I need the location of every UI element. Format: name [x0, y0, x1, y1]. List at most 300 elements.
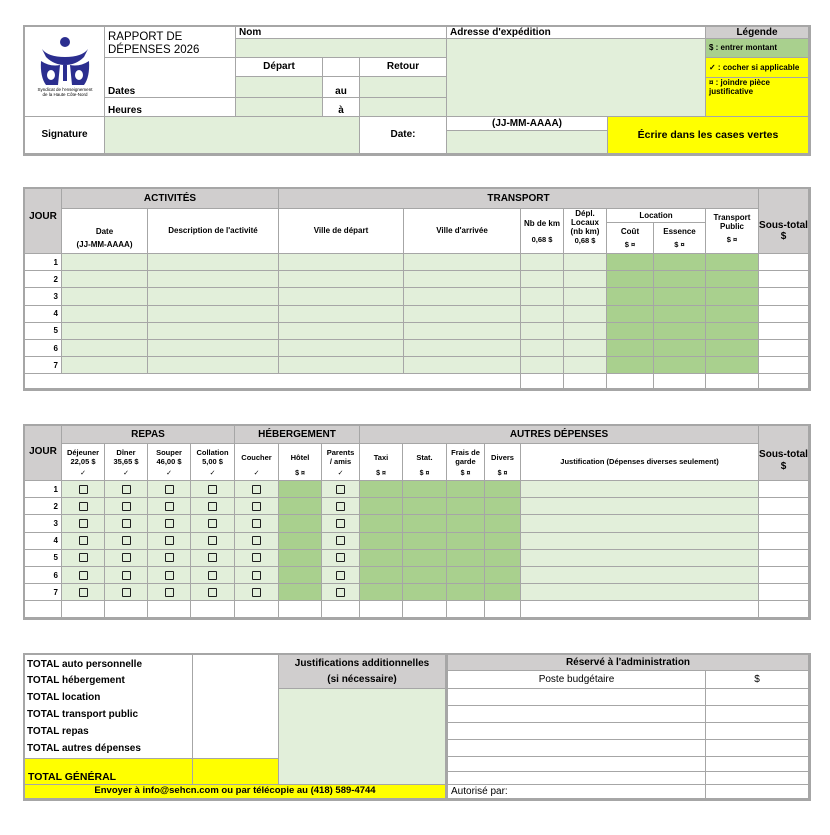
col-cout — [607, 223, 654, 254]
parents-checkbox-cell — [322, 498, 360, 515]
coucher-checkbox-cell — [235, 567, 279, 584]
hotel-input[interactable] — [279, 498, 322, 515]
souper-checkbox-cell — [148, 550, 191, 567]
jour-number: 2 — [25, 271, 62, 288]
expenses-sous-total-value — [759, 550, 809, 567]
hotel-input[interactable] — [279, 533, 322, 550]
diner-checkbox[interactable] — [122, 536, 131, 545]
blank-cell — [521, 601, 759, 618]
col-stat — [403, 444, 447, 481]
frais-garde-input[interactable] — [447, 533, 485, 550]
cout-input[interactable] — [607, 357, 654, 374]
coucher-checkbox-cell — [235, 498, 279, 515]
heures-retour-input[interactable] — [360, 98, 447, 117]
col-justification: Justification (Dépenses diverses seulement) — [521, 444, 759, 481]
coucher-checkbox-cell — [235, 515, 279, 532]
date-input[interactable] — [62, 357, 148, 374]
dejeuner-checkbox[interactable] — [79, 519, 88, 528]
autres-header: AUTRES DÉPENSES — [360, 426, 759, 444]
col-description: Description de l'activité — [148, 209, 279, 254]
blank-mid-header — [323, 58, 360, 77]
hotel-input[interactable] — [279, 481, 322, 498]
col-collation-collation: Collation — [196, 448, 229, 458]
justifications-title-1: Justifications additionnelles — [294, 657, 430, 669]
description-input[interactable] — [148, 271, 279, 288]
essence-input[interactable] — [654, 288, 706, 305]
col-taxi — [360, 444, 403, 481]
frais-garde-input[interactable] — [447, 567, 485, 584]
date-input[interactable] — [62, 254, 148, 271]
jour-number: 1 — [25, 481, 62, 498]
souper-checkbox[interactable] — [165, 588, 174, 597]
blank-cell — [607, 374, 654, 389]
expenses-sous-total-header — [759, 426, 809, 481]
stat-input[interactable] — [403, 550, 447, 567]
collation-checkbox[interactable] — [208, 519, 217, 528]
blank-cell — [105, 601, 148, 618]
col-date-format: (JJ-MM-AAAA) — [76, 239, 133, 249]
justification-input[interactable] — [521, 584, 759, 601]
sous-total-value — [759, 340, 809, 357]
cout-input[interactable] — [607, 288, 654, 305]
ville-depart-input[interactable] — [279, 340, 404, 357]
total-transport-public: TOTAL transport public — [27, 709, 139, 721]
depl-locaux-input[interactable] — [564, 271, 607, 288]
col-dejeuner-dejeuner: Déjeuner — [66, 448, 100, 458]
col-tp-unit: $ ¤ — [726, 235, 738, 245]
transport-header: TRANSPORT — [279, 189, 759, 209]
coucher-checkbox[interactable] — [252, 553, 261, 562]
collation-checkbox-cell — [191, 533, 235, 550]
diner-checkbox[interactable] — [122, 588, 131, 597]
justifications-input[interactable] — [279, 689, 446, 785]
poste-budgetaire-row[interactable] — [448, 740, 706, 757]
diner-checkbox[interactable] — [122, 485, 131, 494]
stat-input[interactable] — [403, 481, 447, 498]
description-input[interactable] — [148, 340, 279, 357]
date-input[interactable] — [62, 271, 148, 288]
divers-input[interactable] — [485, 550, 521, 567]
sous-total-value — [759, 323, 809, 340]
date-input[interactable] — [62, 306, 148, 323]
coucher-checkbox[interactable] — [252, 485, 261, 494]
col-hotel-hotel: Hôtel — [290, 452, 310, 462]
nb-km-input[interactable] — [521, 254, 564, 271]
divers-input[interactable] — [485, 515, 521, 532]
ville-arrivee-input[interactable] — [404, 254, 521, 271]
total-autres: TOTAL autres dépenses — [27, 742, 141, 754]
blank-cell — [403, 601, 447, 618]
collation-checkbox[interactable] — [208, 588, 217, 597]
col-depl-2: Locaux — [570, 218, 599, 228]
jour-number: 1 — [25, 254, 62, 271]
ville-depart-input[interactable] — [279, 306, 404, 323]
coucher-checkbox[interactable] — [252, 519, 261, 528]
depl-locaux-input[interactable] — [564, 340, 607, 357]
col-essence-label: Essence — [663, 226, 696, 236]
stat-input[interactable] — [403, 498, 447, 515]
souper-checkbox[interactable] — [165, 485, 174, 494]
diner-checkbox[interactable] — [122, 502, 131, 511]
coucher-checkbox[interactable] — [252, 588, 261, 597]
legend-receipt-line1: ¤ : joindre pièce — [709, 78, 770, 87]
description-input[interactable] — [148, 254, 279, 271]
poste-budgetaire-label: Poste budgétaire — [448, 671, 706, 689]
col-tp-1: Transport — [713, 213, 751, 222]
taxi-input[interactable] — [360, 567, 403, 584]
collation-checkbox-cell — [191, 498, 235, 515]
blank-cell — [759, 601, 809, 618]
divers-input[interactable] — [485, 498, 521, 515]
description-input[interactable] — [148, 306, 279, 323]
ville-arrivee-input[interactable] — [404, 306, 521, 323]
taxi-input[interactable] — [360, 498, 403, 515]
cout-input[interactable] — [607, 254, 654, 271]
admin-amount-row[interactable] — [706, 723, 809, 740]
blank-row — [25, 374, 521, 389]
sous-total-value — [759, 288, 809, 305]
ville-depart-input[interactable] — [279, 323, 404, 340]
souper-checkbox[interactable] — [165, 553, 174, 562]
expenses-sous-total-unit: $ — [780, 460, 787, 472]
expenses-sous-total-value — [759, 584, 809, 601]
taxi-input[interactable] — [360, 550, 403, 567]
justification-input[interactable] — [521, 515, 759, 532]
ville-depart-input[interactable] — [279, 254, 404, 271]
essence-input[interactable] — [654, 306, 706, 323]
dejeuner-checkbox-cell — [62, 515, 105, 532]
col-cout-unit: $ ¤ — [624, 239, 636, 249]
sous-total-unit: $ — [780, 231, 787, 242]
col-souper-souper: Souper — [156, 448, 182, 458]
col-cout-label: Coût — [620, 226, 640, 236]
parents-checkbox[interactable] — [336, 536, 345, 545]
hotel-input[interactable] — [279, 584, 322, 601]
description-input[interactable] — [148, 323, 279, 340]
nb-km-input[interactable] — [521, 271, 564, 288]
sous-total-value — [759, 357, 809, 374]
blank-cell — [235, 601, 279, 618]
signature-input[interactable] — [105, 117, 360, 154]
expenses-sous-total-value — [759, 498, 809, 515]
justification-input[interactable] — [521, 481, 759, 498]
diner-checkbox-cell — [105, 584, 148, 601]
essence-input[interactable] — [654, 340, 706, 357]
coucher-checkbox-cell — [235, 584, 279, 601]
diner-checkbox[interactable] — [122, 519, 131, 528]
depart-label: Départ — [236, 58, 323, 77]
total-auto: TOTAL auto personnelle — [27, 658, 143, 670]
collation-checkbox-cell — [191, 515, 235, 532]
autorise-par-value — [706, 785, 809, 799]
sous-total-value — [759, 306, 809, 323]
totals-values — [193, 655, 279, 759]
col-divers — [485, 444, 521, 481]
souper-checkbox[interactable] — [165, 502, 174, 511]
parents-checkbox[interactable] — [336, 519, 345, 528]
report-title — [105, 27, 236, 58]
depl-locaux-input[interactable] — [564, 306, 607, 323]
collation-checkbox[interactable] — [208, 485, 217, 494]
date-input[interactable] — [62, 288, 148, 305]
depl-locaux-input[interactable] — [564, 288, 607, 305]
souper-checkbox[interactable] — [165, 536, 174, 545]
admin-amount-row[interactable] — [706, 740, 809, 757]
essence-input[interactable] — [654, 254, 706, 271]
hotel-input[interactable] — [279, 567, 322, 584]
parents-checkbox-cell — [322, 550, 360, 567]
parents-checkbox[interactable] — [336, 485, 345, 494]
souper-checkbox[interactable] — [165, 571, 174, 580]
dejeuner-checkbox-cell — [62, 481, 105, 498]
dejeuner-checkbox[interactable] — [79, 502, 88, 511]
dejeuner-checkbox[interactable] — [79, 588, 88, 597]
legend-amount: $ : entrer montant — [706, 39, 809, 58]
dejeuner-checkbox-cell — [62, 567, 105, 584]
col-diner-diner-rate: 35,65 $ — [113, 457, 139, 466]
depl-locaux-input[interactable] — [564, 357, 607, 374]
parents-checkbox[interactable] — [336, 553, 345, 562]
justification-input[interactable] — [521, 533, 759, 550]
collation-checkbox[interactable] — [208, 571, 217, 580]
poste-budgetaire-row[interactable] — [448, 723, 706, 740]
hotel-input[interactable] — [279, 515, 322, 532]
divers-input[interactable] — [485, 533, 521, 550]
cout-input[interactable] — [607, 306, 654, 323]
expenses-jour-header: JOUR — [25, 426, 62, 481]
coucher-checkbox-cell — [235, 481, 279, 498]
ville-depart-input[interactable] — [279, 271, 404, 288]
admin-amount-row[interactable] — [706, 772, 809, 785]
col-date-label: Date — [95, 227, 114, 237]
col-depl-rate: 0,68 $ — [574, 235, 596, 245]
ville-arrivee-input[interactable] — [404, 357, 521, 374]
frais-garde-input[interactable] — [447, 550, 485, 567]
stat-input[interactable] — [403, 584, 447, 601]
col-collation-collation-rate: 5,00 $ — [202, 457, 223, 466]
diner-checkbox[interactable] — [122, 553, 131, 562]
jour-number: 5 — [25, 550, 62, 567]
justifications-title-2: (si nécessaire) — [327, 674, 397, 685]
nom-label: Nom — [236, 27, 447, 39]
total-hebergement: TOTAL hébergement — [27, 675, 125, 687]
blank-cell — [191, 601, 235, 618]
col-transport-public — [706, 209, 759, 254]
col-tp-2: Public — [719, 222, 744, 232]
check-mark-icon: ✓ — [337, 470, 344, 477]
coucher-checkbox[interactable] — [252, 536, 261, 545]
frais-garde-input[interactable] — [447, 498, 485, 515]
col-essence — [654, 223, 706, 254]
divers-input[interactable] — [485, 584, 521, 601]
col-nb-km — [521, 209, 564, 254]
admin-amount-row[interactable] — [706, 757, 809, 772]
legend-receipt — [706, 78, 809, 117]
dejeuner-checkbox-cell — [62, 550, 105, 567]
blank-cell — [564, 374, 607, 389]
description-input[interactable] — [148, 288, 279, 305]
transport-public-input[interactable] — [706, 288, 759, 305]
expenses-sous-total-value — [759, 567, 809, 584]
col-location: Location — [607, 209, 706, 223]
a-label: à — [323, 98, 360, 117]
date-input[interactable] — [62, 340, 148, 357]
divers-input[interactable] — [485, 567, 521, 584]
coucher-checkbox[interactable] — [252, 502, 261, 511]
admin-amount-row[interactable] — [706, 689, 809, 706]
adresse-label: Adresse d'expédition — [447, 27, 706, 39]
justification-input[interactable] — [521, 498, 759, 515]
blank-cell — [759, 374, 809, 389]
ville-depart-input[interactable] — [279, 357, 404, 374]
souper-checkbox[interactable] — [165, 519, 174, 528]
grand-total-label: TOTAL GÉNÉRAL — [25, 759, 193, 785]
col-depl-3: (nb km) — [570, 227, 600, 237]
heures-depart-input[interactable] — [236, 98, 323, 117]
ville-arrivee-input[interactable] — [404, 323, 521, 340]
poste-budgetaire-row[interactable] — [448, 772, 706, 785]
col-ville-depart: Ville de départ — [279, 209, 404, 254]
dates-depart-input[interactable] — [236, 77, 323, 98]
taxi-input[interactable] — [360, 533, 403, 550]
essence-input[interactable] — [654, 271, 706, 288]
col-frais-garde — [447, 444, 485, 481]
souper-checkbox-cell — [148, 533, 191, 550]
frais-garde-input[interactable] — [447, 515, 485, 532]
cout-input[interactable] — [607, 323, 654, 340]
parents-checkbox-cell — [322, 533, 360, 550]
transport-public-input[interactable] — [706, 254, 759, 271]
dejeuner-checkbox[interactable] — [79, 485, 88, 494]
totals-labels — [25, 655, 193, 759]
diner-checkbox[interactable] — [122, 571, 131, 580]
sous-total-label: Sous-total — [759, 219, 808, 231]
check-mark-icon: ✓ — [123, 470, 129, 477]
date-format-label: (JJ-MM-AAAA) — [447, 117, 608, 131]
sous-total-value — [759, 271, 809, 288]
souper-checkbox-cell — [148, 498, 191, 515]
depl-locaux-input[interactable] — [564, 323, 607, 340]
parents-checkbox-cell — [322, 584, 360, 601]
taxi-input[interactable] — [360, 481, 403, 498]
transport-public-input[interactable] — [706, 306, 759, 323]
taxi-input[interactable] — [360, 515, 403, 532]
signature-label: Signature — [25, 117, 105, 154]
parents-checkbox-cell — [322, 481, 360, 498]
amount-receipt-icon: $ ¤ — [376, 470, 386, 477]
poste-budgetaire-row[interactable] — [448, 757, 706, 772]
dejeuner-checkbox[interactable] — [79, 553, 88, 562]
depl-locaux-input[interactable] — [564, 254, 607, 271]
stat-input[interactable] — [403, 515, 447, 532]
hotel-input[interactable] — [279, 550, 322, 567]
ville-arrivee-input[interactable] — [404, 340, 521, 357]
autorise-par-label: Autorisé par: — [448, 785, 706, 799]
nb-km-input[interactable] — [521, 323, 564, 340]
transport-public-input[interactable] — [706, 357, 759, 374]
expenses-sous-total-label: Sous-total — [759, 449, 808, 460]
date-input[interactable] — [62, 323, 148, 340]
nb-km-input[interactable] — [521, 340, 564, 357]
col-taxi-taxi: Taxi — [373, 452, 389, 462]
frais-garde-input[interactable] — [447, 481, 485, 498]
blank-cell — [706, 374, 759, 389]
check-mark-icon: ✓ — [209, 470, 216, 477]
parents-checkbox[interactable] — [336, 571, 345, 580]
coucher-checkbox-cell — [235, 533, 279, 550]
blank-cell — [654, 374, 706, 389]
collation-checkbox[interactable] — [208, 553, 217, 562]
dates-retour-input[interactable] — [360, 77, 447, 98]
col-coucher — [235, 444, 279, 481]
legend-check: ✓ : cocher si applicable — [706, 58, 809, 78]
date-input[interactable] — [447, 131, 608, 154]
dejeuner-checkbox[interactable] — [79, 536, 88, 545]
adresse-input[interactable] — [447, 39, 706, 117]
essence-input[interactable] — [654, 357, 706, 374]
transport-public-input[interactable] — [706, 340, 759, 357]
description-input[interactable] — [148, 357, 279, 374]
col-date — [62, 209, 148, 254]
coucher-checkbox[interactable] — [252, 571, 261, 580]
send-footer: Envoyer à info@sehcn.com ou par télécopie au (418) 589-4744 — [25, 785, 446, 799]
nb-km-input[interactable] — [521, 306, 564, 323]
dates-label: Dates — [105, 77, 236, 98]
justification-input[interactable] — [521, 567, 759, 584]
transport-public-input[interactable] — [706, 271, 759, 288]
parents-checkbox[interactable] — [336, 502, 345, 511]
amount-receipt-icon: $ ¤ — [295, 470, 305, 477]
collation-checkbox[interactable] — [208, 502, 217, 511]
ville-depart-input[interactable] — [279, 288, 404, 305]
stat-input[interactable] — [403, 533, 447, 550]
collation-checkbox-cell — [191, 481, 235, 498]
blank-cell — [521, 374, 564, 389]
dejeuner-checkbox[interactable] — [79, 571, 88, 580]
ville-arrivee-input[interactable] — [404, 271, 521, 288]
divers-input[interactable] — [485, 481, 521, 498]
admin-amount-row[interactable] — [706, 706, 809, 723]
jour-number: 7 — [25, 357, 62, 374]
cout-input[interactable] — [607, 340, 654, 357]
col-essence-unit: $ ¤ — [674, 239, 685, 249]
col-parents — [322, 444, 360, 481]
taxi-input[interactable] — [360, 584, 403, 601]
sous-total-header — [759, 189, 809, 254]
blank-cell — [360, 601, 403, 618]
col-parents-parents-1: Parents — [326, 448, 355, 458]
poste-budgetaire-row[interactable] — [448, 689, 706, 706]
justification-input[interactable] — [521, 550, 759, 567]
col-frais-garde-frais-1: Frais de — [451, 448, 480, 458]
nb-km-input[interactable] — [521, 288, 564, 305]
collation-checkbox[interactable] — [208, 536, 217, 545]
transport-public-input[interactable] — [706, 323, 759, 340]
col-ville-arrivee: Ville d'arrivée — [404, 209, 521, 254]
poste-budgetaire-row[interactable] — [448, 706, 706, 723]
blank-cell — [447, 601, 485, 618]
col-parents-parents-2: / amis — [329, 457, 352, 466]
nb-km-input[interactable] — [521, 357, 564, 374]
cout-input[interactable] — [607, 271, 654, 288]
essence-input[interactable] — [654, 323, 706, 340]
nom-input[interactable] — [236, 39, 447, 58]
frais-garde-input[interactable] — [447, 584, 485, 601]
stat-input[interactable] — [403, 567, 447, 584]
date-label: Date: — [360, 117, 447, 154]
parents-checkbox[interactable] — [336, 588, 345, 597]
ville-arrivee-input[interactable] — [404, 288, 521, 305]
